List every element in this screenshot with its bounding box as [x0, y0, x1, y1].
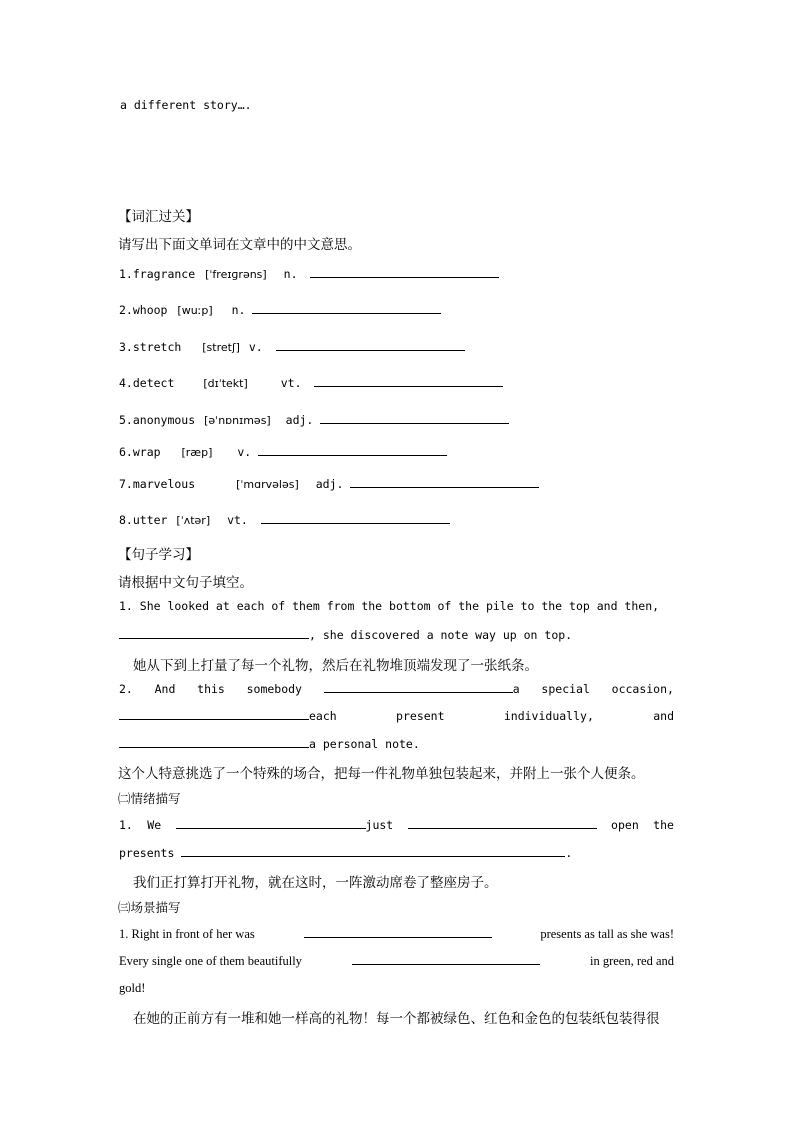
- sentence-word: and: [653, 709, 674, 723]
- vocab-pos: vt.: [280, 376, 302, 390]
- sentence-word: special: [541, 682, 590, 696]
- vocab-heading: 【词汇过关】: [118, 209, 199, 225]
- sentence-text: in green, red and: [590, 954, 674, 968]
- vocab-word: 6.wrap: [119, 445, 161, 459]
- vocab-item-1: [119, 266, 499, 281]
- vocab-ipa: [dɪˈtekt]: [203, 377, 248, 390]
- vocab-pos: v.: [248, 340, 263, 354]
- vocab-pos: adj.: [285, 413, 314, 427]
- answer-blank[interactable]: [176, 817, 366, 829]
- sentence-text: 1. She looked at each of them from the bottom of the pile to the top and then,: [119, 599, 660, 613]
- answer-blank[interactable]: [320, 412, 509, 424]
- vocab-pos: v.: [237, 445, 252, 459]
- sentence-word: present: [396, 709, 445, 723]
- vocab-item-8: [119, 512, 450, 527]
- vocab-word: 1.fragrance: [119, 267, 196, 281]
- sentence-2-translation: 这个人特意挑选了一个特殊的场合，把每一件礼物单独包装起来，并附上一张个人便条。: [118, 766, 645, 782]
- vocab-item-2: [119, 302, 441, 317]
- vocab-item-5: [119, 412, 509, 427]
- vocab-item-3: [119, 339, 465, 354]
- sentence-word: the: [653, 818, 674, 832]
- answer-blank[interactable]: [408, 817, 597, 829]
- sentence-1-translation: 她从下到上打量了每一个礼物，然后在礼物堆顶端发现了一张纸条。: [133, 658, 538, 674]
- vocab-word: 7.marvelous: [119, 477, 196, 491]
- answer-blank[interactable]: [119, 736, 309, 748]
- vocab-pos: vt.: [227, 513, 248, 527]
- answer-blank[interactable]: [304, 926, 492, 938]
- answer-blank[interactable]: [258, 444, 447, 456]
- vocab-ipa: [ræp]: [181, 446, 213, 459]
- vocab-item-4: [119, 375, 503, 390]
- answer-blank[interactable]: [352, 953, 540, 965]
- answer-blank[interactable]: [276, 339, 465, 351]
- sentence-2-line-1: [119, 681, 674, 696]
- answer-blank[interactable]: [181, 845, 565, 857]
- sentence-word: a: [512, 682, 520, 696]
- sentence-word: presents: [119, 846, 175, 860]
- vocab-pos: n.: [231, 303, 246, 317]
- vocab-ipa: [ˈmɑrvələs]: [236, 478, 299, 491]
- vocab-pos: n.: [283, 267, 298, 281]
- sentence-text: 1. Right in front of her was: [119, 927, 255, 941]
- scene-line-1: [119, 926, 674, 942]
- sentence-word: each: [309, 709, 337, 723]
- vocab-word: 4.detect: [119, 376, 175, 390]
- sentence-text: Every single one of them beautifully: [119, 954, 302, 968]
- scene-line-2: [119, 953, 674, 969]
- vocab-word: 2.whoop: [119, 303, 168, 317]
- emotion-heading: ㈡情绪描写: [118, 791, 181, 806]
- answer-blank[interactable]: [314, 375, 503, 387]
- sentence-word: this: [197, 682, 225, 696]
- sentence-2-line-2: [119, 708, 674, 723]
- sentence-heading: 【句子学习】: [118, 547, 199, 563]
- sentence-text: presents as tall as she was!: [540, 927, 674, 941]
- vocab-instruction: 请写出下面文单词在文章中的中文意思。: [118, 237, 361, 253]
- answer-blank[interactable]: [119, 708, 309, 720]
- vocab-ipa: [əˈnɒnɪməs]: [204, 414, 271, 427]
- sentence-word: somebody: [246, 682, 302, 696]
- emotion-translation: 我们正打算打开礼物，就在这时，一阵激动席卷了整座房子。: [133, 875, 498, 891]
- vocab-ipa: [ˈʌtər]: [176, 514, 211, 527]
- vocab-item-6: [119, 444, 447, 459]
- vocab-word: 3.stretch: [119, 340, 182, 354]
- vocab-ipa: [stretʃ]: [202, 341, 240, 354]
- sentence-word: just: [365, 818, 394, 832]
- answer-blank[interactable]: [324, 681, 513, 693]
- vocab-ipa: [ˈfreɪɡrəns]: [205, 268, 267, 281]
- sentence-text: a personal note.: [309, 737, 420, 751]
- answer-blank[interactable]: [252, 302, 441, 314]
- sentence-instruction: 请根据中文句子填空。: [118, 575, 253, 591]
- sentence-word: .: [565, 846, 573, 860]
- sentence-word: open: [611, 818, 639, 832]
- vocab-word: 5.anonymous: [119, 413, 196, 427]
- sentence-word: 1.: [119, 818, 133, 832]
- vocab-ipa: [wuːp]: [177, 304, 213, 317]
- answer-blank[interactable]: [350, 476, 539, 488]
- sentence-word: individually,: [503, 709, 594, 723]
- answer-blank[interactable]: [119, 627, 309, 639]
- sentence-word: And: [154, 682, 176, 696]
- sentence-word: 2.: [119, 682, 133, 696]
- sentence-1-line-1: [119, 599, 674, 613]
- sentence-word: We: [147, 818, 162, 832]
- sentence-text: , she discovered a note way up on top.: [309, 628, 573, 642]
- vocab-pos: adj.: [315, 477, 344, 491]
- vocab-word: 8.utter: [119, 513, 168, 527]
- sentence-word: occasion,: [611, 682, 674, 696]
- answer-blank[interactable]: [261, 512, 450, 524]
- emotion-line-1: [119, 817, 674, 832]
- scene-line-3: gold!: [119, 981, 146, 995]
- intro-line: a different story….: [120, 98, 252, 112]
- answer-blank[interactable]: [310, 266, 499, 278]
- scene-translation: 在她的正前方有一堆和她一样高的礼物！每一个都被绿色、红色和金色的包装纸包装得很: [133, 1011, 660, 1027]
- vocab-item-7: [119, 476, 539, 491]
- sentence-1-line-2: [119, 627, 572, 642]
- scene-heading: ㈢场景描写: [118, 900, 181, 915]
- sentence-2-line-3: [119, 736, 420, 751]
- emotion-line-2: [119, 845, 572, 860]
